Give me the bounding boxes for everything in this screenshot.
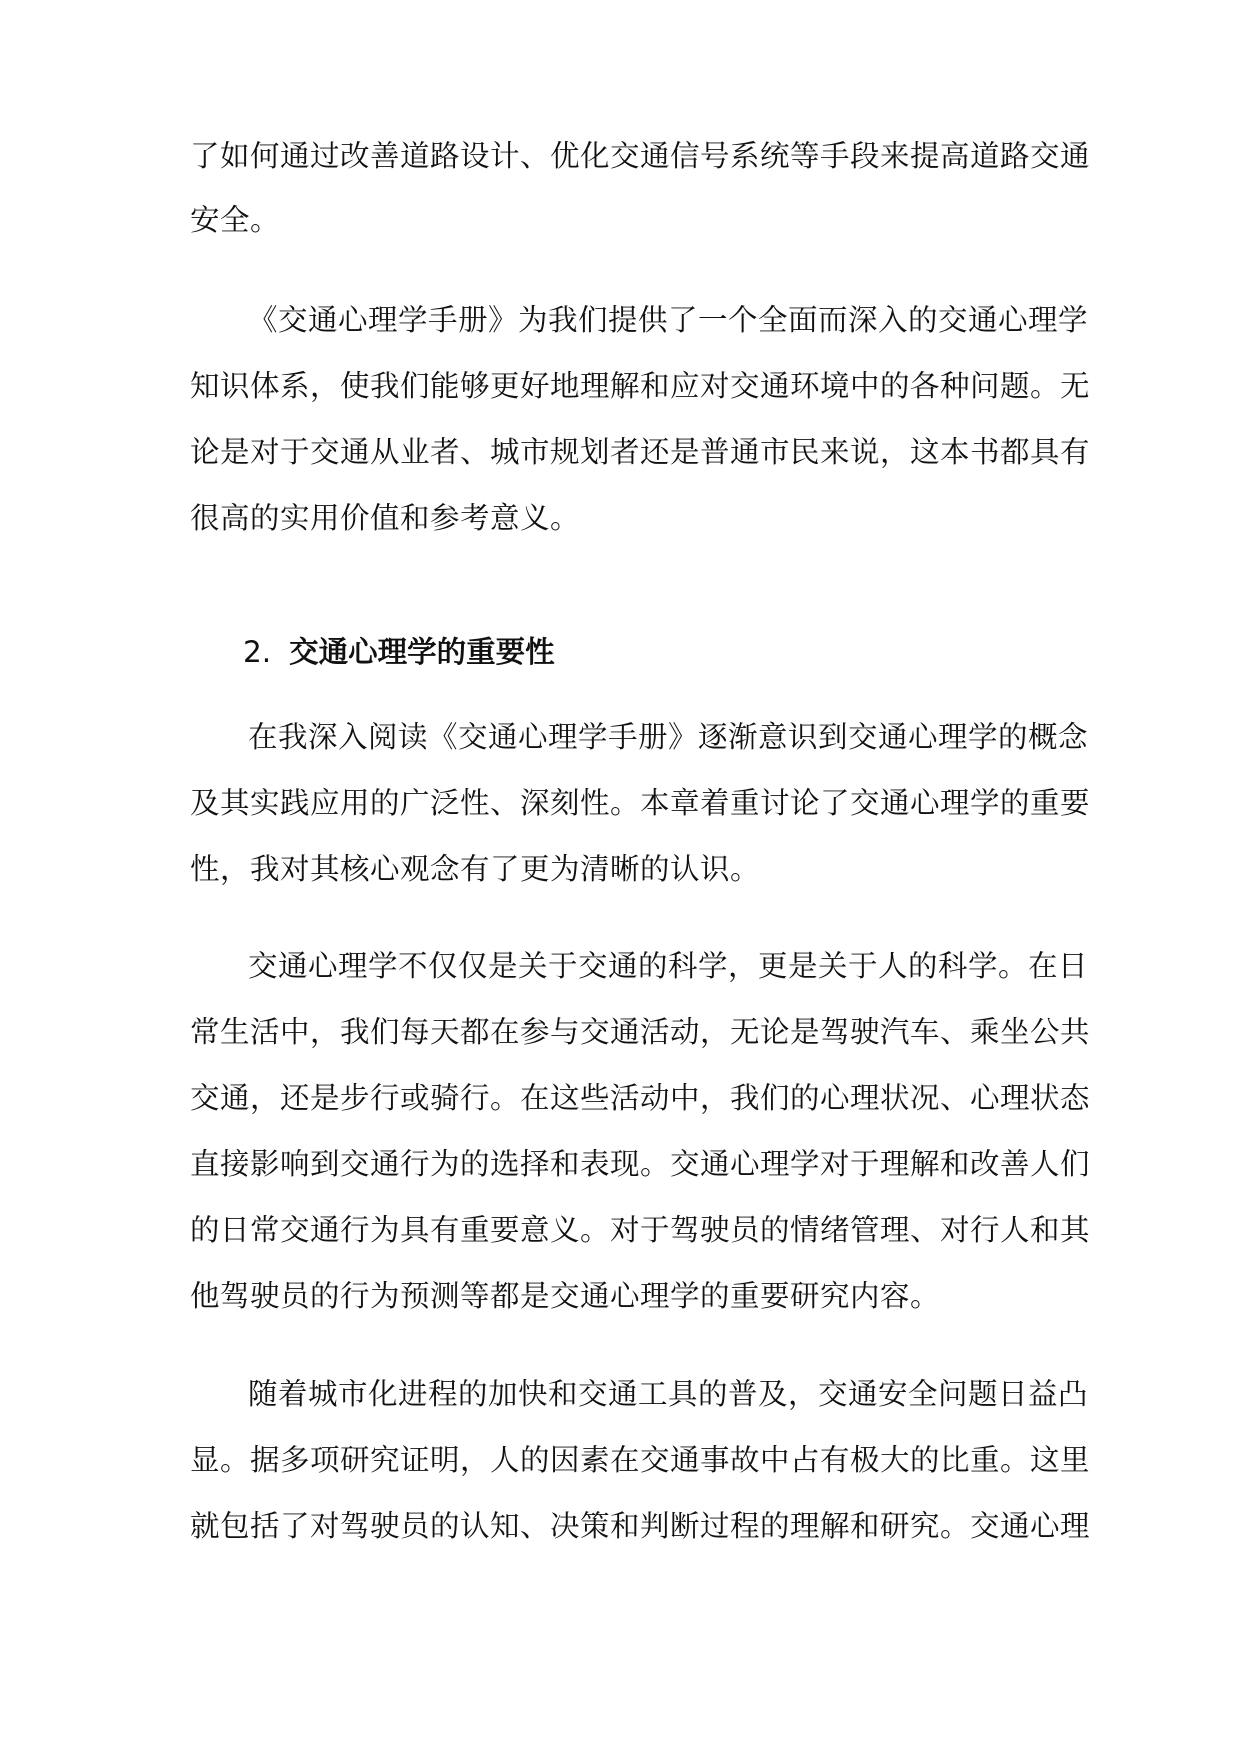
text-line: 随着城市化进程的加快和交通工具的普及，交通安全问题日益凸 — [248, 1377, 1089, 1411]
text-line: 及其实践应用的广泛性、深刻性。本章着重讨论了交通心理学的重要 — [190, 786, 1091, 820]
text-line: 常生活中，我们每天都在参与交通活动，无论是驾驶汽车、乘坐公共 — [190, 1015, 1091, 1049]
section-number: 2. — [243, 635, 272, 669]
text-line: 显。据多项研究证明，人的因素在交通事故中占有极大的比重。这里 — [190, 1443, 1091, 1477]
section-heading — [243, 632, 555, 672]
text-line: 论是对于交通从业者、城市规划者还是普通市民来说，这本书都具有 — [190, 435, 1091, 469]
text-line: 《交通心理学手册》为我们提供了一个全面而深入的交通心理学 — [248, 303, 1089, 337]
text-line: 交通，还是步行或骑行。在这些活动中，我们的心理状况、心理状态 — [190, 1081, 1091, 1115]
text-line: 了如何通过改善道路设计、优化交通信号系统等手段来提高道路交通 — [190, 139, 1091, 173]
text-line: 他驾驶员的行为预测等都是交通心理学的重要研究内容。 — [190, 1279, 941, 1313]
text-line: 在我深入阅读《交通心理学手册》逐渐意识到交通心理学的概念 — [248, 720, 1089, 754]
text-line: 知识体系，使我们能够更好地理解和应对交通环境中的各种问题。无 — [190, 369, 1091, 403]
text-line: 安全。 — [190, 203, 281, 237]
text-line: 直接影响到交通行为的选择和表现。交通心理学对于理解和改善人们 — [190, 1147, 1091, 1181]
section-title: 交通心理学的重要性 — [289, 635, 555, 669]
text-line: 就包括了对驾驶员的认知、决策和判断过程的理解和研究。交通心理 — [190, 1509, 1091, 1543]
text-line: 交通心理学不仅仅是关于交通的科学，更是关于人的科学。在日 — [248, 949, 1089, 983]
text-line: 很高的实用价值和参考意义。 — [190, 501, 581, 535]
text-line: 性，我对其核心观念有了更为清晰的认识。 — [190, 852, 761, 886]
text-line: 的日常交通行为具有重要意义。对于驾驶员的情绪管理、对行人和其 — [190, 1213, 1091, 1247]
